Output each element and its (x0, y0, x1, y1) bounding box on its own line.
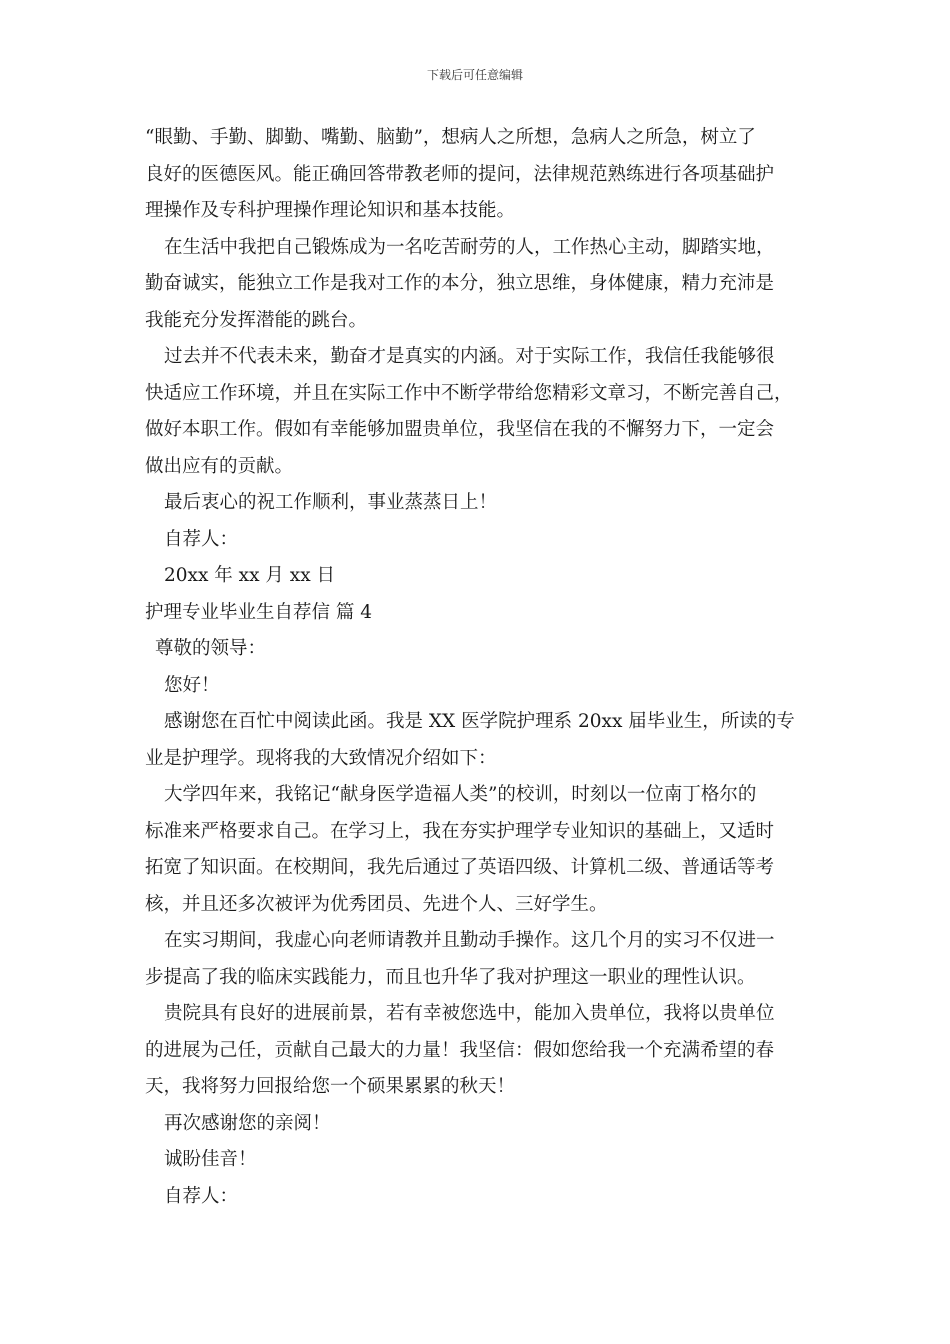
text-line: 拓宽了知识面。在校期间，我先后通过了英语四级、计算机二级、普通话等考 (145, 857, 775, 878)
text-line: 步提高了我的临床实践能力，而且也升华了我对护理这一职业的理性认识。 (145, 966, 756, 988)
text-line: 大学四年来，我铭记“献身医学造福人类”的校训，时刻以一位南丁格尔的 (164, 784, 757, 805)
text-line: 过去并不代表未来，勤奋才是真实的内涵。对于实际工作，我信任我能够很 (164, 346, 775, 367)
text-line: 感谢您在百忙中阅读此函。我是 XX 医学院护理系 20xx 届毕业生，所读的专 (164, 711, 795, 732)
text-line: 做好本职工作。假如有幸能够加盟贵单位，我坚信在我的不懈努力下，一定会 (145, 419, 775, 440)
text-line: 自荐人： (164, 528, 239, 550)
text-line: 在生活中我把自己锻炼成为一名吃苦耐劳的人，工作热心主动，脚踏实地， (164, 236, 775, 258)
text-line: 业是护理学。现将我的大致情况介绍如下： (145, 747, 497, 769)
text-line: 护理专业毕业生自荐信 篇 4 (145, 601, 373, 623)
text-line: 理操作及专科护理操作理论知识和基本技能。 (145, 200, 516, 221)
text-line: 我能充分发挥潜能的跳台。 (145, 309, 368, 331)
text-line: 在实习期间，我虚心向老师请教并且勤动手操作。这几个月的实习不仅进一 (164, 930, 775, 951)
text-line: 核，并且还多次被评为优秀团员、先进个人、三好学生。 (145, 893, 608, 915)
text-line: 20xx 年 xx 月 xx 日 (164, 565, 336, 586)
text-line: 再次感谢您的亲阅！ (164, 1112, 331, 1134)
text-line: 自荐人： (164, 1185, 239, 1207)
text-line: 贵院具有良好的进展前景，若有幸被您选中，能加入贵单位，我将以贵单位 (164, 1003, 775, 1024)
text-line: 最后衷心的祝工作顺利，事业蒸蒸日上！ (164, 492, 498, 513)
text-line: 诚盼佳音！ (164, 1149, 257, 1170)
text-line: 做出应有的贡献。 (145, 455, 294, 477)
text-line: “眼勤、手勤、脚勤、嘴勤、脑勤”，想病人之所想，急病人之所急，树立了 (145, 127, 756, 148)
text-line: 天，我将努力回报给您一个硕果累累的秋天！ (145, 1076, 516, 1097)
text-line: 良好的医德医风。能正确回答带教老师的提问，法律规范熟练进行各项基础护 (145, 163, 775, 185)
document-body (145, 120, 825, 1215)
text-line: 勤奋诚实，能独立工作是我对工作的本分，独立思维，身体健康，精力充沛是 (145, 273, 775, 294)
text-line: 尊敬的领导： (155, 638, 267, 659)
page-header: 下载后可任意编辑 (426, 68, 523, 82)
text-line: 快适应工作环境，并且在实际工作中不断学带给您精彩文章习，不断完善自己， (145, 382, 793, 404)
text-line: 您好！ (164, 674, 220, 696)
text-line: 标准来严格要求自己。在学习上，我在夯实护理学专业知识的基础上，又适时 (145, 820, 775, 842)
text-line: 的进展为己任，贡献自己最大的力量！我坚信：假如您给我一个充满希望的春 (145, 1039, 775, 1061)
